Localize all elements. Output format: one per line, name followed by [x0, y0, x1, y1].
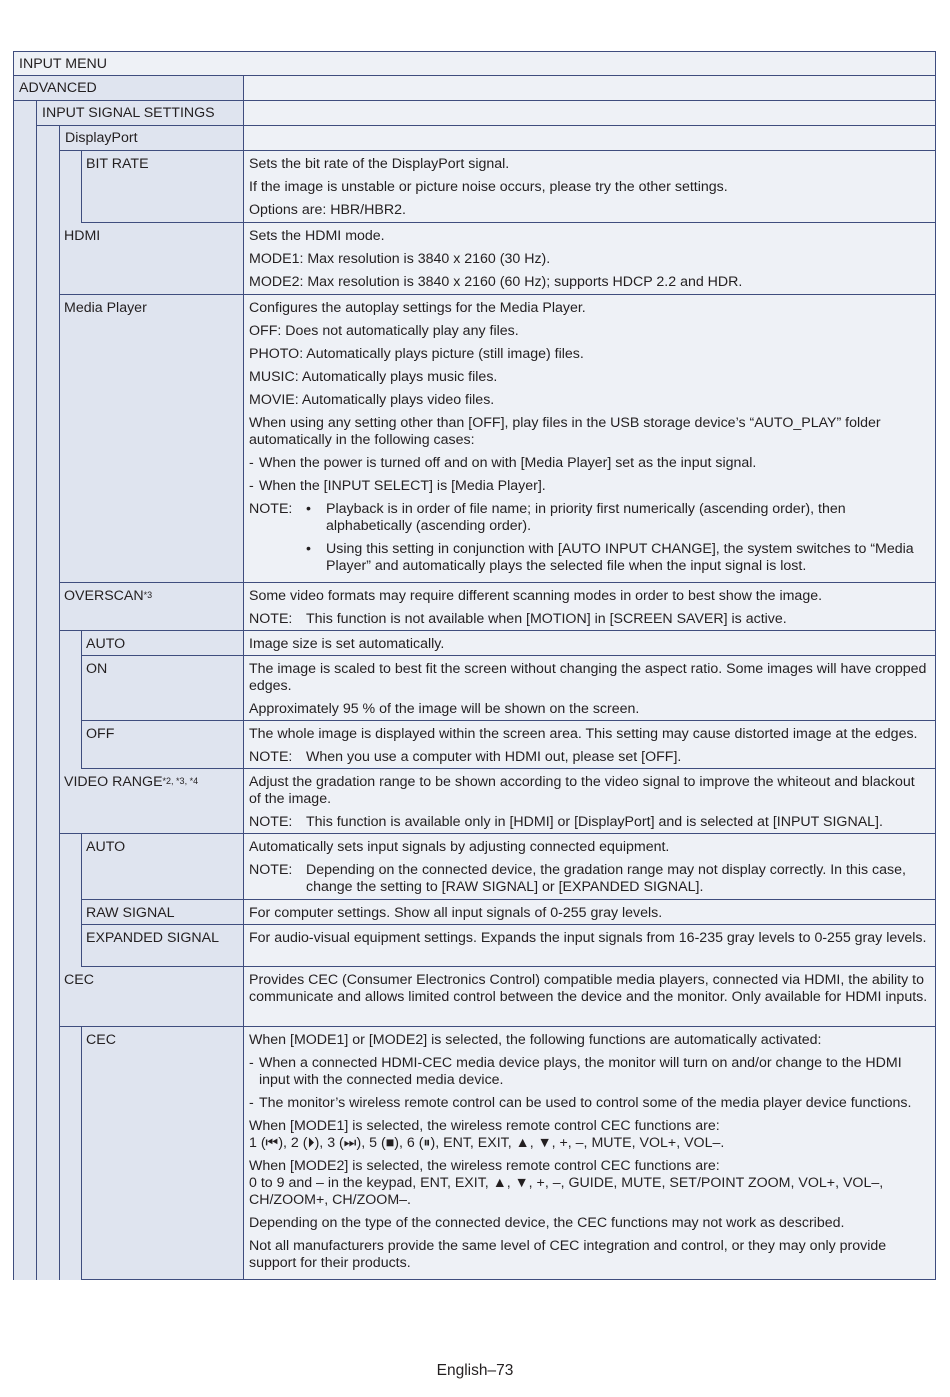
media-player-note: NOTE: • Playback is in order of file name; in priority first numerically (ascending order), then alphabetically (ascending order). • Using this setting in conjunction with [AUTO INPUT CHANGE], the system switches to “Media Player” and automatically plays the selected file when the input signal is lost. [249, 501, 929, 575]
cec-group-row: CEC Provides CEC (Consumer Electronics Control) compatible media players, connected via HDMI, the ability to communicate and allows limited control between the device and the monitor. Only available for HDMI inputs. [13, 967, 936, 1027]
cec-label: CEC [81, 1027, 243, 1280]
overscan-label: OVERSCAN$^{*3}$ [59, 583, 243, 631]
overscan-off-label: OFF [81, 721, 243, 769]
media-player-label: Media Player [59, 295, 243, 583]
overscan-description: Some video formats may require different scanning modes in order to best show the image. NOTE: This function is not available when [MOTION] in [SCREEN SAVER] is active. [243, 583, 936, 631]
media-player-description: Configures the autoplay settings for the Media Player. OFF: Does not automatically play any files. PHOTO: Automatically plays picture (still image) files. MUSIC: Automatically plays music files. MOVIE: Automatically plays video files. When using any setting other than [OFF], play files in the USB storage device’s “AUTO_PLAY” folder automatically in the following cases: - When the power is turned off and on with [Media Player] set as the input signal. - When the [INPUT SELECT] is [Media Player]. NOTE: • Playback is in order of file name; in priority first numerically (ascending order), then alphabetically (ascending order). • Using this setting in conjunction with [AUTO INPUT CHANGE], the system switches to “Media Player” and automatically plays the selected file when the input signal is lost. [243, 295, 936, 583]
bit-rate-description: Sets the bit rate of the DisplayPort signal. If the image is unstable or picture noise occurs, please try the other settings. Options are: HBR/HBR2. [243, 151, 936, 223]
media-player-row [13, 295, 936, 583]
overscan-on-row: ON The image is scaled to best fit the screen without changing the aspect ratio. Some images will have cropped edges. Approximately 95 % of the image will be shown on the screen. [13, 656, 936, 721]
cec-group-label: CEC [59, 967, 243, 1027]
overscan-auto-label: AUTO [81, 631, 243, 656]
video-range-row [13, 769, 936, 834]
page-number: English–73 [436, 1362, 514, 1379]
raw-signal-label: RAW SIGNAL [81, 900, 243, 925]
video-range-description: Adjust the gradation range to be shown according to the video signal to improve the whiteout and blackout of the image. NOTE: This function is available only in [HDMI] or [DisplayPort] and is selected at [INPUT SIGNAL]. [243, 769, 936, 834]
bit-rate-label: BIT RATE [81, 151, 243, 223]
input-signal-settings-label: INPUT SIGNAL SETTINGS [36, 101, 243, 126]
overscan-auto-row: AUTO Image size is set automatically. [13, 631, 936, 656]
hdmi-label: HDMI [59, 223, 243, 295]
expanded-signal-label: EXPANDED SIGNAL [81, 925, 243, 967]
cec-row [13, 1027, 936, 1280]
input-signal-settings-row [13, 101, 936, 126]
list-item: • Using this setting in conjunction with [AUTO INPUT CHANGE], the system switches to “Media Player” and automatically plays the selected file when the input signal is lost. [306, 541, 914, 574]
expanded-signal-row: EXPANDED SIGNAL For audio-visual equipment settings. Expands the input signals from 16-235 gray levels to 0-255 gray levels. [13, 925, 936, 967]
advanced-label: ADVANCED [13, 76, 243, 101]
displayport-label: DisplayPort [59, 126, 243, 151]
raw-signal-row: RAW SIGNAL For computer settings. Show all input signals of 0-255 gray levels. [13, 900, 936, 925]
mode1-functions: 1 (⏮), 2 (⏵), 3 (⏭), 5 (■), 6 (⏸), ENT, EXIT, ▲, ▼, +, –, MUTE, VOL+, VOL–. [249, 1135, 725, 1151]
video-range-auto-label: AUTO [81, 834, 243, 900]
input-menu-table [13, 51, 936, 1280]
hdmi-description: Sets the HDMI mode. MODE1: Max resolution is 3840 x 2160 (30 Hz). MODE2: Max resolution is 3840 x 2160 (60 Hz); supports HDCP 2.2 and HDR. [243, 223, 936, 295]
list-item: - The monitor’s wireless remote control can be used to control some of the media player device functions. [249, 1095, 912, 1111]
list-item: • Playback is in order of file name; in priority first numerically (ascending order), then alphabetically (ascending order). [306, 501, 846, 534]
displayport-row [13, 126, 936, 151]
overscan-on-label: ON [81, 656, 243, 721]
bit-rate-row [13, 151, 936, 223]
advanced-row [13, 76, 936, 101]
table-title: INPUT MENU [13, 51, 936, 76]
cec-description: When [MODE1] or [MODE2] is selected, the following functions are automatically activated: - When a connected HDMI-CEC media device plays, the monitor will turn on and/or change to the HDMI input with the connected media device. - The monitor’s wireless remote control can be used to control some of the media player device functions. When [MODE1] is selected, the wireless remote control CEC functions are: 1 (⏮), 2 (⏵), 3 (⏭), 5 (■), 6 (⏸), ENT, EXIT, ▲, ▼, +, –, MUTE, VOL+, VOL–. When [MODE2] is selected, the wireless remote control CEC functions are: 0 to 9 and – in the keypad, ENT, EXIT, ▲, ▼, +, –, GUIDE, MUTE, SET/POINT ZOOM, VOL+, VOL–, CH/ZOOM+, CH/ZOOM–. Depending on the type of the connected device, the CEC functions may not work as described. Not all manufacturers provide the same level of CEC integration and control, or they may only provide support for their products. [243, 1027, 936, 1280]
hdmi-row [13, 223, 936, 295]
list-item: - When a connected HDMI-CEC media device plays, the monitor will turn on and/or change to the HDMI input with the connected media device. [249, 1055, 902, 1088]
overscan-off-row: OFF The whole image is displayed within the screen area. This setting may cause distorted image at the edges. NOTE: When you use a computer with HDMI out, please set [OFF]. [13, 721, 936, 769]
overscan-row [13, 583, 936, 631]
video-range-auto-row: AUTO Automatically sets input signals by adjusting connected equipment. NOTE: Depending on the connected device, the gradation range may not display correctly. In this case, change the setting to [RAW SIGNAL] or [EXPANDED SIGNAL]. [13, 834, 936, 900]
list-item: - When the [INPUT SELECT] is [Media Player]. [249, 478, 546, 494]
mode2-functions: 0 to 9 and – in the keypad, ENT, EXIT, ▲, ▼, +, –, GUIDE, MUTE, SET/POINT ZOOM, VOL+, VOL–, CH/ZOOM+, CH/ZOOM–. [249, 1175, 884, 1208]
list-item: - When the power is turned off and on with [Media Player] set as the input signal. [249, 455, 757, 471]
video-range-label: VIDEO $RANGE^{*2, *3, *4}$ [59, 769, 243, 834]
